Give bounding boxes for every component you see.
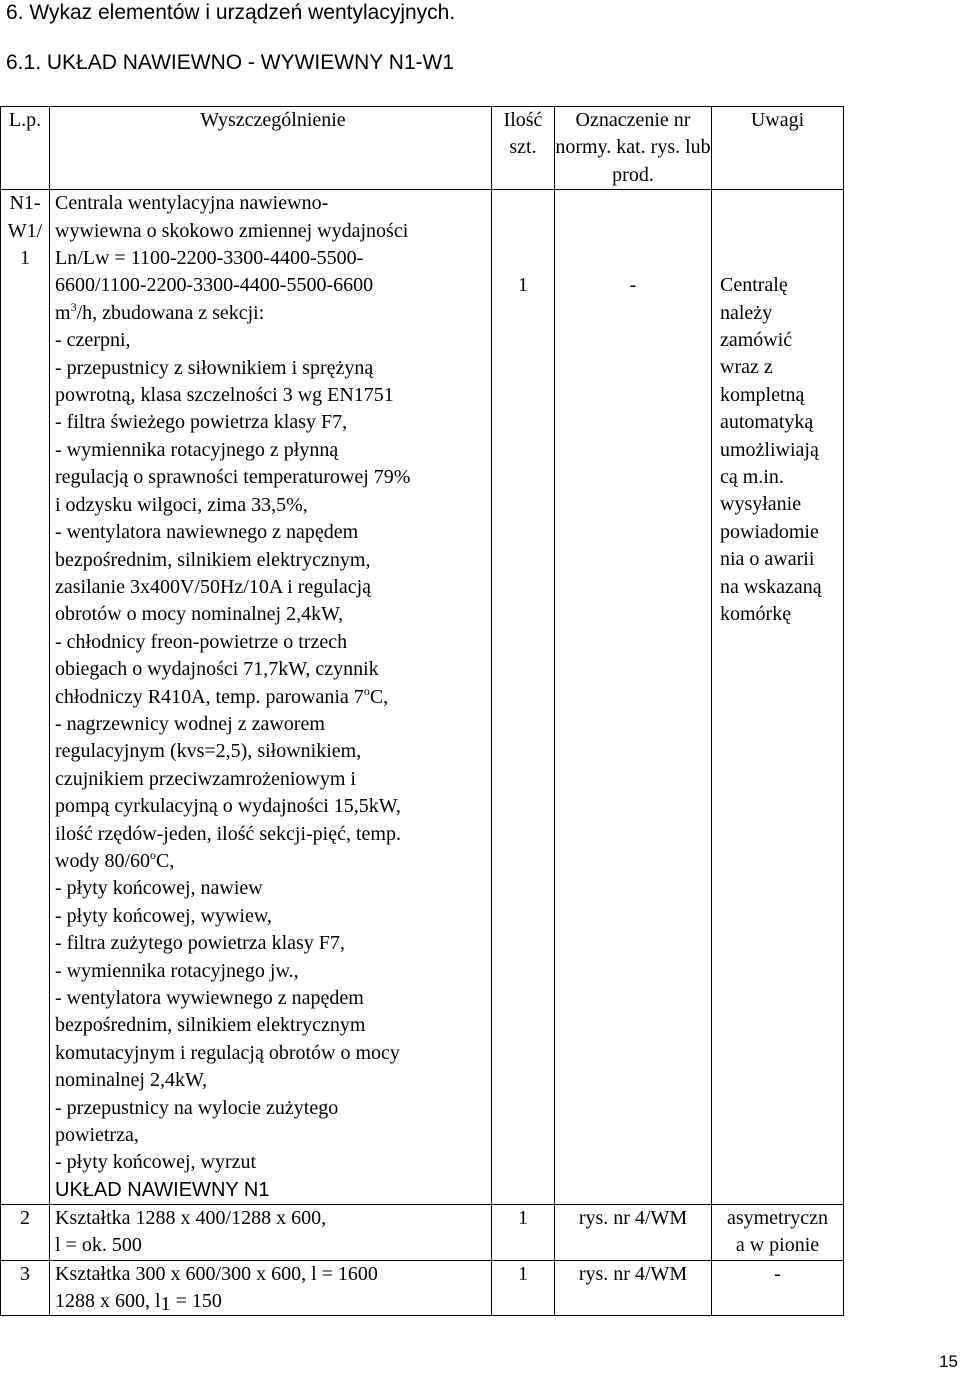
table-header-row [1,107,844,190]
desc-line: Kształtka 300 x 600/300 x 600, l = 1600 [55,1262,378,1285]
desc-line: - wymiennika rotacyjnego z płynną [55,438,339,461]
desc-line: bezpośrednim, silnikiem elektrycznym, [55,548,371,571]
row1-quantity: 1 [492,190,555,1205]
row2-designation: rys. nr 4/WM [555,1204,712,1260]
equipment-table [0,106,844,1316]
desc-line: regulacyjnym (kvs=2,5), siłownikiem, [55,740,362,763]
desc-line: - filtra świeżego powietrza klasy F7, [55,411,348,434]
desc-line: - wymiennika rotacyjnego jw., [55,959,299,982]
desc-line: - płyty końcowej, nawiew [55,877,263,900]
desc-line: powrotną, klasa szczelności 3 wg EN1751 [55,384,394,407]
header-quantity: Ilość szt. [492,107,555,190]
row3-description [50,1260,492,1316]
row3-notes: - [712,1260,844,1316]
desc-line: obrotów o mocy nominalnej 2,4kW, [55,603,344,626]
section-heading: 6. Wykaz elementów i urządzeń wentylacyjnych. [6,1,456,24]
table-row [1,190,844,1205]
desc-line: - przepustnicy z siłownikiem i sprężyną [55,356,374,379]
row2-description: Kształtka 1288 x 400/1288 x 600, l = ok. 500 [50,1204,492,1260]
desc-line: - płyty końcowej, wyrzut [55,1151,257,1174]
page-number: 15 [939,1352,958,1371]
desc-line: czujnikiem przeciwzamrożeniowym i [55,767,356,790]
desc-line: obiegach o wydajności 71,7kW, czynnik [55,658,379,681]
desc-line: - chłodnicy freon-powietrze o trzech [55,630,348,653]
desc-line: - wentylatora wywiewnego z napędem [55,987,364,1009]
desc-line: - filtra zużytego powietrza klasy F7, [55,932,345,955]
desc-line: i odzysku wilgoci, zima 33,5%, [55,493,308,516]
desc-line: wywiewna o skokowo zmiennej wydajności [55,219,409,242]
subsection-heading: 6.1. UKŁAD NAWIEWNO - WYWIEWNY N1-W1 [6,51,455,74]
row1-notes: Centralę należy zamówić wraz z kompletną automatyką umożliwiają cą m.in. wysyłanie powiadomie nia o awarii na wskazaną komórkę [712,190,844,1205]
desc-line: ilość rzędów-jeden, ilość sekcji-pięć, temp. [55,822,401,845]
row1-description [50,190,492,1205]
desc-line: - płyty końcowej, wywiew, [55,904,272,927]
row3-designation: rys. nr 4/WM [555,1260,712,1316]
desc-line-length: 1288 x 600, $l_1 = 150$ [55,1290,222,1316]
row1-designation: - [555,190,712,1205]
desc-line: 6600/1100-2200-3300-4400-5500-6600 [55,274,374,297]
header-notes: Uwagi [712,107,844,190]
row2-quantity: 1 [492,1204,555,1260]
desc-line: Centrala wentylacyjna nawiewno- [55,192,329,215]
desc-line: komutacyjnym i regulacją obrotów o mocy [55,1041,400,1064]
row2-notes: asymetryczn a w pionie [712,1204,844,1260]
desc-line: - nagrzewnicy wodnej z zaworem [55,712,325,735]
table-row [1,1204,844,1260]
desc-line: pompą cyrkulacyjną o wydajności 15,5kW, [55,795,401,818]
desc-line-water-temp: wody 80/60$^o$C, [55,847,175,872]
supply-unit-subheading: UKŁAD NAWIEWNY N1 [55,1178,270,1201]
row3-quantity: 1 [492,1260,555,1316]
desc-line: - wentylatora nawiewnego z napędem [55,521,359,544]
row1-lp: N1- W1/ 1 [1,190,50,1205]
header-description: Wyszczególnienie [50,107,492,190]
desc-line: bezpośrednim, silnikiem elektrycznym [55,1014,366,1037]
desc-line: regulacją o sprawności temperaturowej 79% [55,466,411,489]
table-row [1,1260,844,1316]
row2-lp: 2 [1,1204,50,1260]
desc-line: nominalnej 2,4kW, [55,1069,208,1092]
desc-line: zasilanie 3x400V/50Hz/10A i regulacją [55,575,372,598]
header-lp: L.p. [1,107,50,190]
desc-line: Ln/Lw = 1100-2200-3300-4400-5500- [55,247,364,270]
desc-line: powietrza, [55,1124,139,1147]
desc-line-evap-temp: chłodniczy R410A, temp. parowania 7$^o$C, [55,683,389,708]
desc-line: - czerpni, [55,329,131,352]
header-designation: Oznaczenie nr normy. kat. rys. lub prod. [555,107,712,190]
desc-line: - przepustnicy na wylocie zużytego [55,1096,339,1119]
desc-line-volume-unit: $m^3/h$, zbudowana z sekcji: [55,299,265,324]
row3-lp: 3 [1,1260,50,1316]
